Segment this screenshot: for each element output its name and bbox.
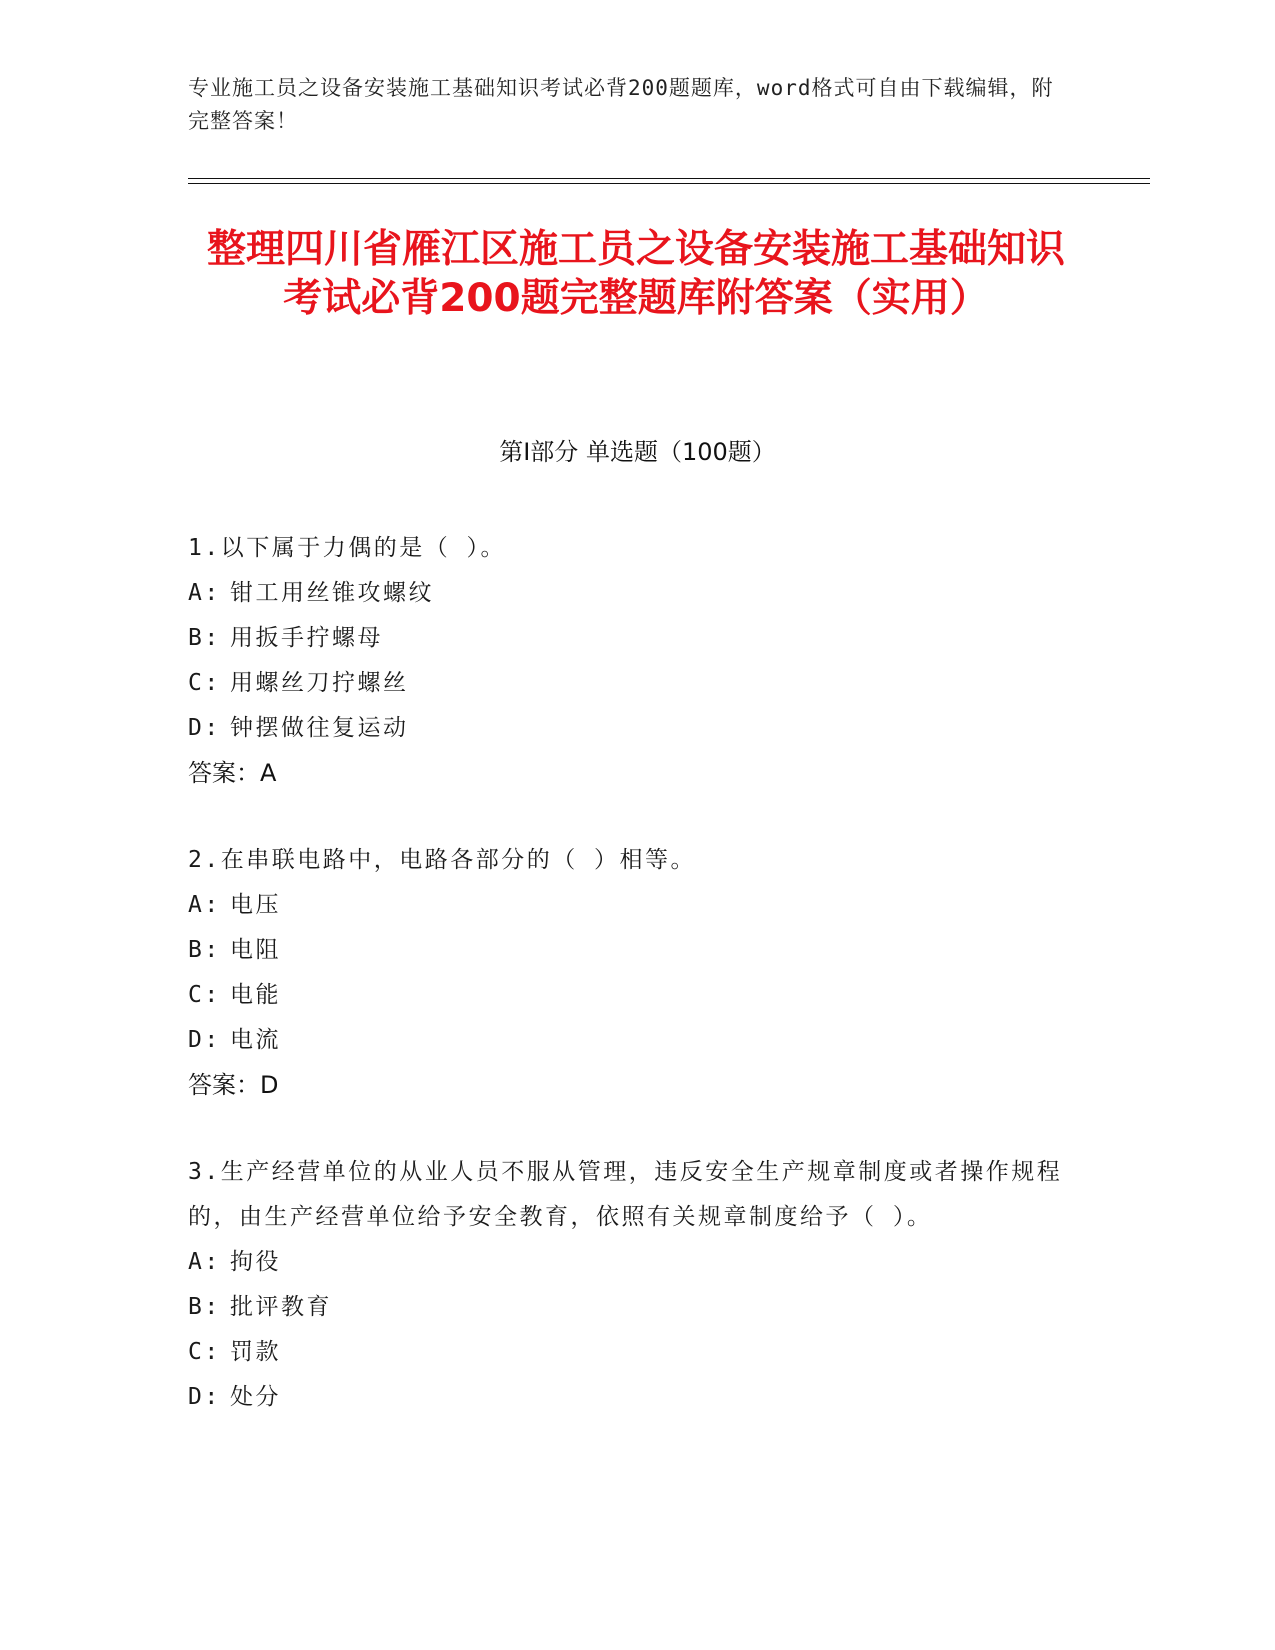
option-text: 拘役 [230, 1249, 281, 1275]
option-key: C: [188, 1339, 221, 1365]
option-b [188, 928, 1068, 973]
answer-line: 答案：A [188, 759, 277, 787]
option-key: C: [188, 982, 221, 1008]
option-a [188, 1240, 1068, 1285]
option-b [188, 1285, 1068, 1330]
option-a [188, 571, 1068, 616]
option-key: A: [188, 1249, 221, 1275]
option-key: A: [188, 892, 221, 918]
document-title: 整理四川省雁江区施工员之设备安装施工基础知识考试必背200题完整题库附答案（实用） [206, 227, 1065, 321]
option-key: D: [188, 715, 221, 741]
section-heading: 第I部分 单选题（100题） [499, 438, 776, 466]
option-key: A: [188, 580, 221, 606]
option-d [188, 1018, 1068, 1063]
option-text: 用扳手拧螺母 [230, 625, 383, 651]
option-text: 批评教育 [230, 1294, 332, 1320]
option-d [188, 1375, 1068, 1420]
question-stem: 2.在串联电路中，电路各部分的（ ）相等。 [188, 847, 697, 873]
option-key: D: [188, 1027, 221, 1053]
option-a [188, 883, 1068, 928]
header-divider-bottom [188, 183, 1150, 184]
question-list [188, 526, 1068, 1462]
option-text: 电能 [230, 982, 281, 1008]
option-c [188, 973, 1068, 1018]
answer-line: 答案：D [188, 1071, 279, 1099]
option-b [188, 616, 1068, 661]
question-1 [188, 526, 1068, 796]
option-text: 电阻 [230, 937, 281, 963]
option-text: 电压 [230, 892, 281, 918]
header-note: 专业施工员之设备安装施工基础知识考试必背200题题库，word格式可自由下载编辑，附完整答案！ [188, 76, 1054, 133]
header-divider-top [188, 178, 1150, 179]
option-key: B: [188, 625, 221, 651]
question-2 [188, 838, 1068, 1108]
option-d [188, 706, 1068, 751]
option-key: D: [188, 1384, 221, 1410]
option-key: B: [188, 937, 221, 963]
question-stem: 1.以下属于力偶的是（ ）。 [188, 535, 507, 561]
option-text: 电流 [230, 1027, 281, 1053]
option-text: 钳工用丝锥攻螺纹 [230, 580, 434, 606]
question-3 [188, 1150, 1068, 1420]
option-c [188, 661, 1068, 706]
option-key: B: [188, 1294, 221, 1320]
option-c [188, 1330, 1068, 1375]
option-text: 用螺丝刀拧螺丝 [230, 670, 409, 696]
option-text: 罚款 [230, 1339, 281, 1365]
option-text: 处分 [230, 1384, 281, 1410]
option-key: C: [188, 670, 221, 696]
option-text: 钟摆做往复运动 [230, 715, 409, 741]
question-stem: 3.生产经营单位的从业人员不服从管理，违反安全生产规章制度或者操作规程的，由生产经营单位给予安全教育，依照有关规章制度给予（ ）。 [188, 1159, 1063, 1230]
